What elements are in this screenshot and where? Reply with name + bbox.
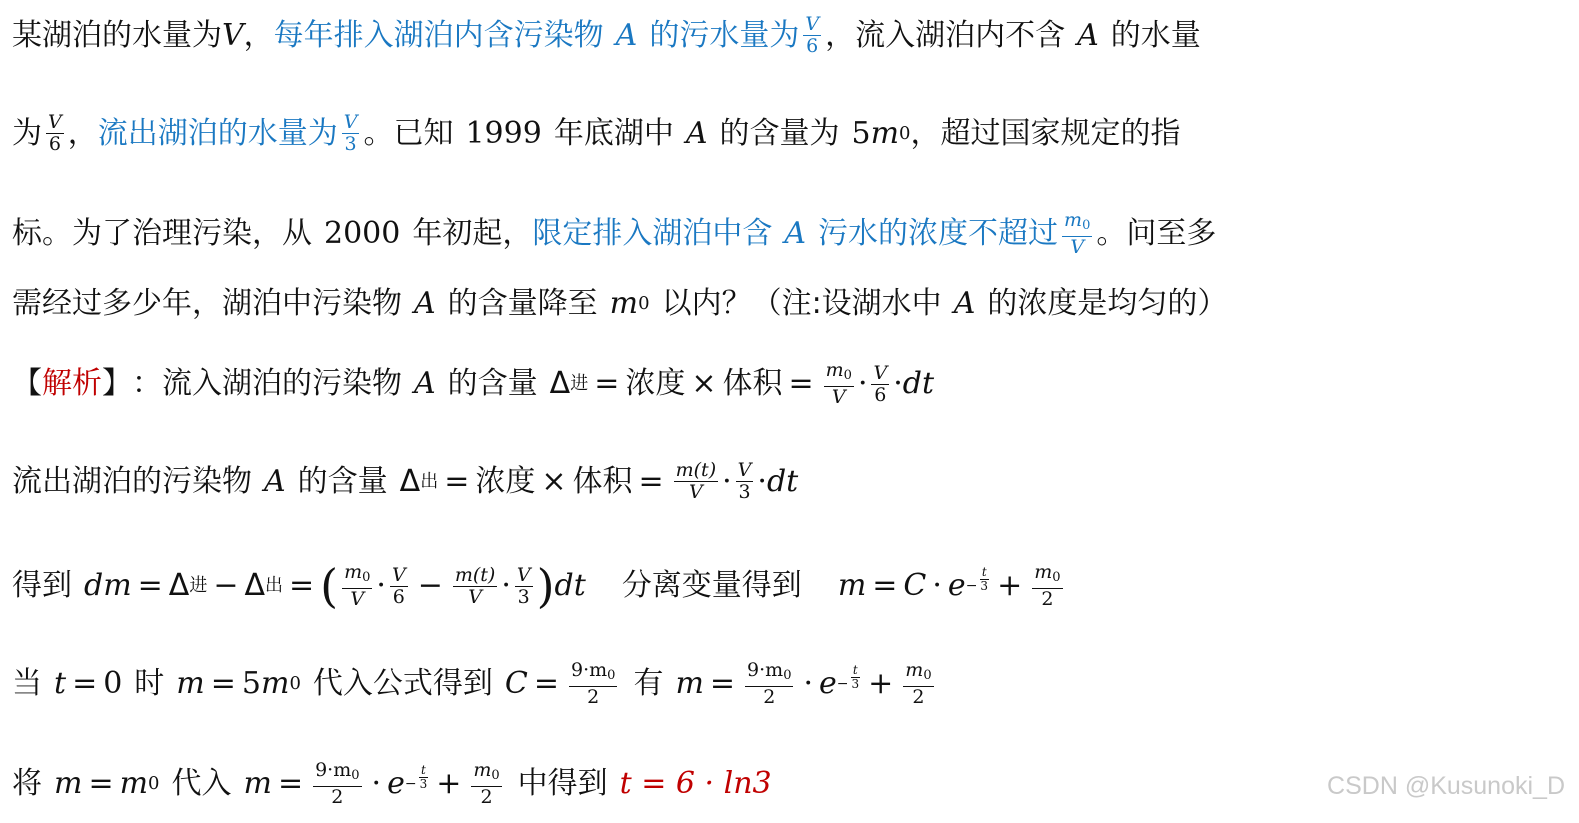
math-var: m: [119, 766, 149, 801]
operator: =: [137, 568, 163, 603]
math-var: A: [264, 463, 286, 499]
text: ，超过国家规定的指: [910, 115, 1181, 151]
math-var: m: [609, 286, 639, 321]
operator: ·: [757, 463, 767, 499]
fraction: $\frac{9\cdot m_0}{2}$: [315, 759, 360, 808]
operator: ·: [803, 666, 814, 701]
math-var: A: [685, 115, 708, 151]
text: 的浓度是均匀的）: [987, 286, 1228, 321]
delta-symbol: Δ: [168, 568, 190, 603]
text: 有: [633, 666, 664, 701]
fraction: $\frac{m(t)}{V}$: [675, 459, 717, 503]
year: 1999: [465, 115, 542, 151]
fraction: $\frac{V}{3}$: [516, 563, 531, 608]
solution-line-5: [12, 760, 772, 808]
problem-line-4: [12, 284, 1227, 324]
operator: ·: [932, 568, 942, 603]
math-var: e: [947, 568, 966, 603]
text: 某湖泊的水量为: [12, 17, 222, 53]
subscript: 0: [148, 773, 160, 794]
solution-line-4: [12, 660, 938, 708]
text: 需经过多少年，湖泊中污染物: [12, 286, 402, 321]
highlight-text: 流出湖泊的水量为: [97, 115, 338, 151]
fraction: $\frac{V}{6}$: [873, 361, 888, 406]
math-var: e: [819, 666, 837, 701]
math-var: C: [903, 568, 927, 603]
math-var: m: [260, 666, 290, 701]
math-var: dt: [766, 463, 799, 499]
operator: +: [997, 568, 1023, 603]
text: 分离变量得到: [621, 568, 802, 603]
solution-label: 解析: [42, 366, 102, 401]
solution-line-2: [12, 460, 798, 503]
text: 年底湖中: [553, 115, 674, 151]
math-var: dm: [84, 568, 132, 603]
number: 5: [241, 666, 261, 701]
problem-line-2: [12, 112, 1181, 155]
math-var: A: [953, 286, 976, 321]
operator: =: [872, 568, 898, 603]
operator: =: [709, 666, 736, 701]
math-var: t: [54, 666, 67, 701]
operator: ·: [893, 366, 903, 401]
text: 的含量: [447, 366, 538, 401]
text: 。已知: [363, 115, 454, 151]
subscript: 出: [265, 575, 283, 596]
number: 5: [851, 115, 871, 151]
math-var: A: [414, 286, 436, 321]
text: 以内？（注:设湖水中: [661, 286, 942, 321]
fraction: $\frac{V}{6}$: [48, 111, 62, 155]
exponent: − $\frac{t}{3}$: [836, 663, 860, 692]
math-var: m: [54, 766, 83, 801]
text: 年初起，: [412, 216, 533, 251]
operator: =: [444, 463, 470, 499]
text: 标。为了治理污染，从: [12, 216, 312, 251]
math-var: m: [243, 766, 272, 801]
text: 的含量降至: [447, 286, 598, 321]
fraction: $\frac{V}{3}$: [343, 111, 358, 155]
fraction: $\frac{V}{6}$: [391, 563, 406, 608]
subscript: 0: [289, 673, 301, 694]
solution-line-1: [12, 360, 934, 408]
operator: =: [594, 366, 620, 401]
operator: ×: [691, 366, 717, 401]
operator: =: [788, 366, 814, 401]
fraction: $\frac{m(t)}{V}$: [454, 563, 496, 608]
text: ，: [67, 115, 98, 151]
operator: =: [638, 463, 664, 499]
text: 为: [12, 115, 42, 151]
number: 0: [103, 666, 123, 701]
exponent: − $\frac{t}{3}$: [404, 763, 428, 792]
subscript: 0: [638, 293, 650, 314]
fraction: $\frac{m_0}{V}$: [825, 359, 852, 408]
bracket: 【: [12, 366, 42, 401]
text: 代入公式得到: [312, 666, 493, 701]
fraction: $\frac{9\cdot m_0}{2}$: [571, 659, 616, 708]
operator: −: [417, 568, 443, 603]
text: 时: [134, 666, 165, 701]
text: 的水量: [1110, 17, 1201, 53]
fraction: $\frac{m_0}{2}$: [905, 659, 932, 708]
text: 体积: [572, 463, 633, 499]
problem-line-3: [12, 210, 1216, 258]
watermark: CSDN @Kusunoki_D: [1327, 772, 1565, 800]
highlight-text: 限定排入湖泊中含: [532, 216, 773, 251]
problem-line-1: [12, 14, 1201, 57]
text: 浓度: [475, 463, 536, 499]
year: 2000: [324, 216, 401, 251]
math-var: m: [675, 666, 704, 701]
math-var: m: [837, 568, 867, 603]
delta-symbol: Δ: [549, 366, 571, 401]
math-var: dt: [902, 366, 935, 401]
operator: =: [72, 666, 98, 701]
fraction: $\frac{m_0}{2}$: [1034, 561, 1061, 610]
highlight-text: 的污水量为: [649, 17, 800, 53]
operator: ·: [371, 766, 382, 801]
operator: ·: [501, 568, 511, 603]
fraction: $\frac{m_0}{V}$: [1064, 209, 1091, 258]
subscript: 出: [420, 470, 439, 492]
delta-symbol: Δ: [399, 463, 421, 499]
math-var: V: [222, 17, 244, 53]
operator: =: [88, 766, 114, 801]
solution-line-3: [12, 559, 1067, 613]
text: 的含量: [297, 463, 388, 499]
paren: (: [320, 559, 339, 613]
text: ，: [243, 17, 274, 53]
operator: ·: [857, 366, 868, 401]
operator: +: [436, 766, 462, 801]
text: 的含量为: [719, 115, 840, 151]
bracket: 】: [102, 366, 132, 401]
highlight-text: 每年排入湖泊内含污染物: [273, 17, 604, 53]
text: 流入湖泊的污染物: [162, 366, 402, 401]
fraction: $\frac{V}{6}$: [805, 13, 820, 57]
highlight-text: 污水的浓度不超过: [818, 216, 1059, 251]
operator: −: [213, 568, 239, 603]
fraction: $\frac{m_0}{V}$: [344, 561, 371, 610]
text: 中得到: [517, 766, 608, 801]
fraction: $\frac{9\cdot m_0}{2}$: [747, 659, 792, 708]
math-var: m: [870, 115, 900, 151]
operator: =: [277, 766, 304, 801]
math-var: e: [387, 766, 405, 801]
text: 体积: [722, 366, 783, 401]
delta-symbol: Δ: [244, 568, 265, 603]
fraction: $\frac{V}{3}$: [737, 459, 752, 503]
final-answer: t = 6 · ln3: [619, 766, 772, 801]
subscript: 进: [189, 575, 208, 596]
math-var: C: [504, 666, 528, 701]
fraction: $\frac{m_0}{2}$: [473, 759, 500, 808]
text: 当: [12, 666, 42, 701]
math-var: dt: [554, 568, 586, 603]
text: 将: [12, 766, 42, 801]
operator: =: [210, 666, 236, 701]
math-var: m: [176, 666, 205, 701]
operator: =: [533, 666, 559, 701]
math-var: A: [414, 366, 436, 401]
operator: =: [289, 568, 315, 603]
operator: +: [868, 666, 894, 701]
operator: ·: [722, 463, 732, 499]
text: 代入: [171, 766, 232, 801]
text: 流出湖泊的污染物: [12, 463, 252, 499]
colon: ：: [132, 366, 162, 401]
exponent: − $\frac{t}{3}$: [965, 565, 989, 594]
math-var: A: [784, 216, 807, 251]
subscript: 0: [899, 122, 911, 144]
text: 浓度: [625, 366, 686, 401]
paren: ): [536, 559, 555, 613]
math-var: A: [615, 17, 638, 53]
subscript: 进: [570, 373, 589, 394]
text: 得到: [12, 568, 72, 603]
operator: ·: [376, 568, 386, 603]
operator: ×: [541, 463, 567, 499]
text: ，流入湖泊内不含: [825, 17, 1066, 53]
math-var: A: [1077, 17, 1099, 53]
text: 。问至多: [1096, 216, 1217, 251]
